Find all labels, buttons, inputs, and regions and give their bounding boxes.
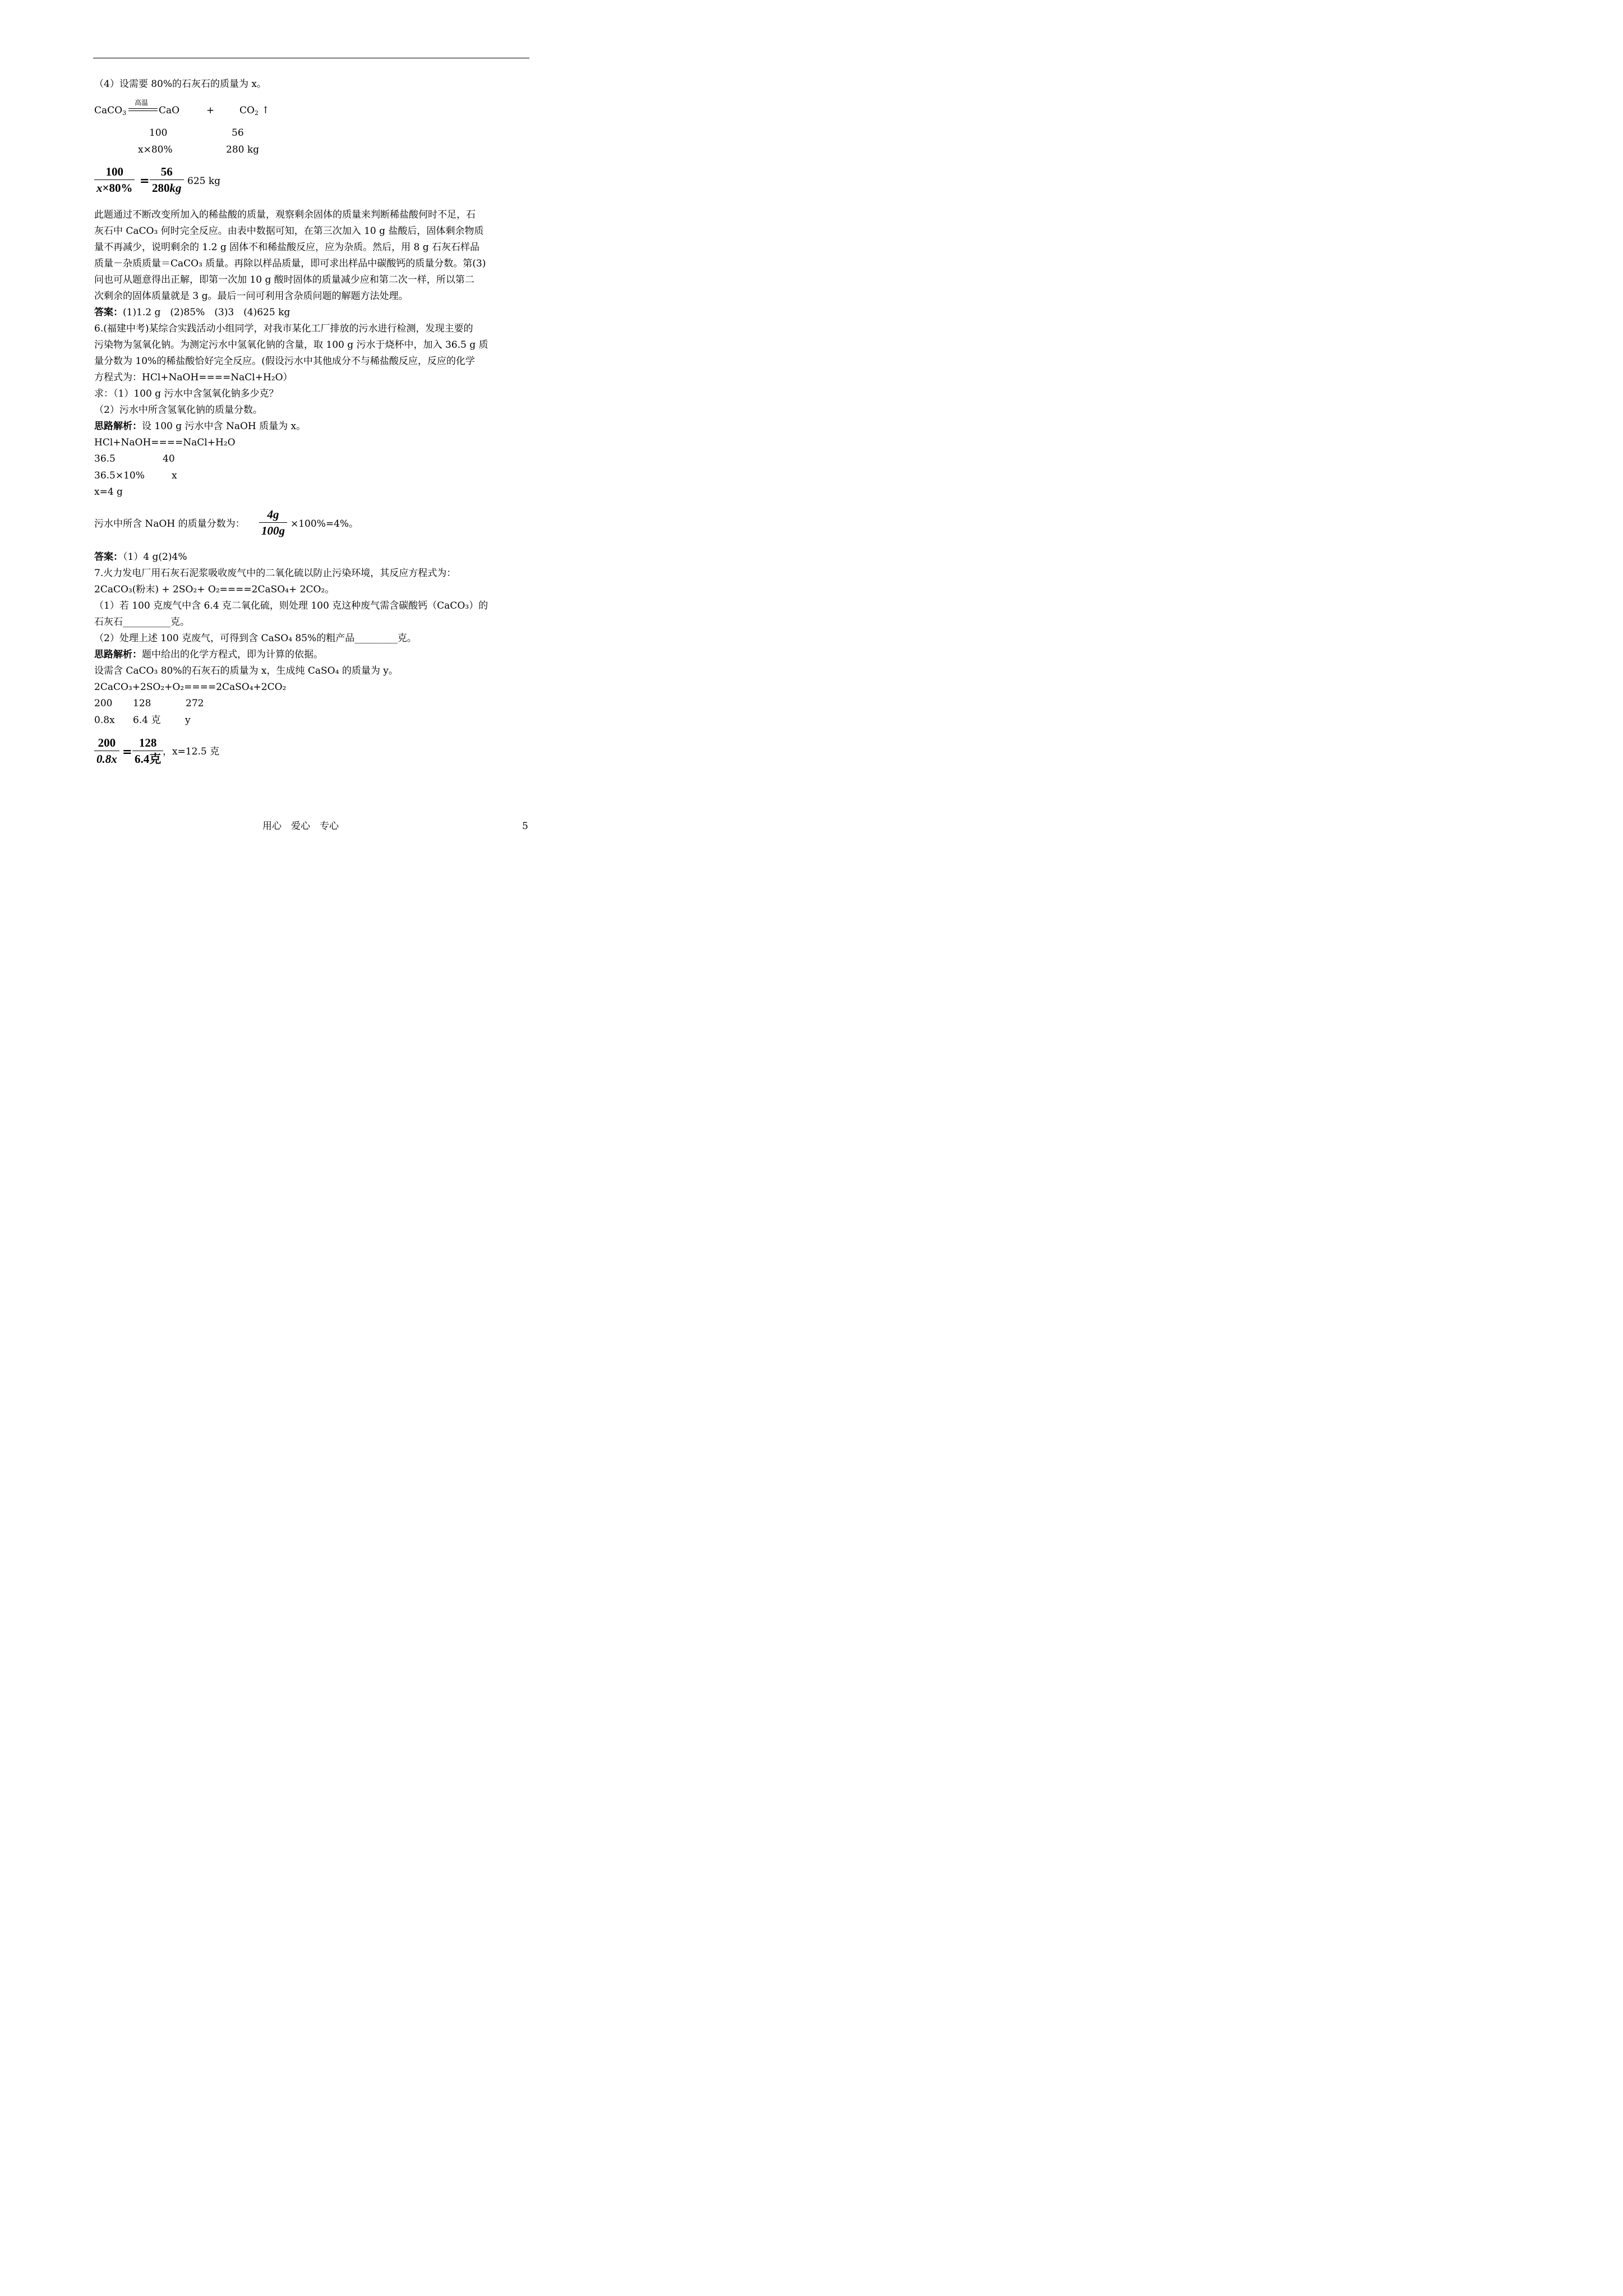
- q7-fraction-result: ，x=12.5 克: [163, 746, 220, 757]
- ratio-row1-b: 56: [232, 127, 244, 139]
- q6-fraction-suffix: ×100%=4%。: [291, 518, 359, 530]
- q7-line: 石灰石__________克。: [94, 616, 190, 628]
- q7-row1-a: 200: [94, 698, 113, 709]
- reaction-condition: 高温: [135, 99, 149, 107]
- ratio-row2-b: 280 kg: [226, 144, 260, 155]
- q7-row1-b: 128: [133, 698, 151, 709]
- q7-row2-c: y: [185, 715, 191, 726]
- fraction-128-over-64: 128 6.4克: [132, 735, 163, 767]
- q6-row2-b: x: [172, 470, 177, 481]
- q7-analysis: 思路解析：题中给出的化学方程式，即为计算的依据。: [94, 649, 323, 660]
- q7-line: （2）处理上述 100 克废气，可得到含 CaSO₄ 85%的粗产品_________克。: [94, 633, 417, 644]
- q6-line: 6.(福建中考)某综合实践活动小组同学，对我市某化工厂排放的污水进行检测，发现主要的: [94, 323, 473, 334]
- q7-line: 2CaCO₃(粉末) + 2SO₂+ O₂====2CaSO₄+ 2CO₂。: [94, 584, 335, 595]
- fraction-result: 625 kg: [187, 176, 221, 187]
- ratio-row1-a: 100: [149, 127, 168, 139]
- q6-line: 量分数为 10%的稀盐酸恰好完全反应。(假设污水中其他成分不与稀盐酸反应，反应的化学: [94, 356, 475, 367]
- q7-row2-a: 0.8x: [94, 715, 115, 726]
- page-number: 5: [522, 821, 528, 832]
- q7-equation: 2CaCO₃+2SO₂+O₂====2CaSO₄+2CO₂: [94, 682, 287, 693]
- expl-line: 问也可从题意得出正解，即第一次加 10 g 酸时固体的质量减少应和第二次一样，所以第二: [94, 274, 474, 286]
- fraction-4g-over-100g: $\frac{4g}{100g}$: [259, 507, 287, 539]
- q6-line: 求：（1）100 g 污水中含氢氧化钠多少克？: [94, 388, 279, 399]
- q6-line: （2）污水中所含氢氧化钠的质量分数。: [94, 404, 262, 416]
- reactant: CaCO: [94, 105, 123, 116]
- expl-line: 次剩余的固体质量就是 3 g。最后一问可利用含杂质问题的解题方法处理。: [94, 291, 408, 302]
- fraction-56-over-280kg: $\frac{56}{280kg}$: [150, 164, 184, 196]
- fraction-100-over-x80: $\frac{100}{x\times 80\%}$: [94, 164, 135, 196]
- product-1: CaO: [159, 105, 180, 116]
- q7-line: 7.火力发电厂用石灰石泥浆吸收废气中的二氧化硫以防止污染环境，其反应方程式为：: [94, 568, 457, 579]
- expl-line: 质量－杂质质量＝CaCO₃ 质量。再除以样品质量，即可求出样品中碳酸钙的质量分数。第(3): [94, 258, 486, 269]
- q6-row2-a: 36.5×10%: [94, 470, 145, 481]
- q6-row1-b: 40: [163, 453, 175, 464]
- expl-line: 量不再减少，说明剩余的 1.2 g 固体不和稀盐酸反应，应为杂质。然后，用 8 g 石灰石样品: [94, 242, 480, 253]
- ratio-row2-a: x×80%: [138, 144, 173, 155]
- q7-row2-b: 6.4 克: [133, 715, 161, 726]
- expl-line: 灰石中 CaCO₃ 何时完全反应。由表中数据可知，在第三次加入 10 g 盐酸后，固体剩余物质: [94, 226, 484, 237]
- double-line-arrow: [128, 108, 158, 111]
- q6-line: 污染物为氢氧化钠。为测定污水中氢氧化钠的含量，取 100 g 污水于烧杯中，加入 36.5 g 质: [94, 339, 488, 351]
- fraction-200-over-08x: $\frac{200}{0.8x}$: [94, 735, 119, 767]
- q6-equation: HCl+NaOH====NaCl+H₂O: [94, 437, 236, 448]
- footer-motto: 用心 爱心 专心: [262, 821, 339, 832]
- q6-line: 方程式为：HCl+NaOH====NaCl+H₂O）: [94, 372, 293, 383]
- equals-sign: =: [140, 173, 150, 187]
- answer-5: 答案：(1)1.2 g (2)85% (3)3 (4)625 kg: [94, 307, 291, 318]
- q7-row1-c: 272: [186, 698, 204, 709]
- gas-arrow-icon: ↑: [261, 105, 270, 116]
- q6-x-result: x=4 g: [94, 486, 123, 498]
- expl-line: 此题通过不断改变所加入的稀盐酸的质量，观察剩余固体的质量来判断稀盐酸何时不足，石: [94, 209, 476, 220]
- answer-6: 答案：（1）4 g(2)4%: [94, 551, 187, 563]
- q6-row1-a: 36.5: [94, 453, 116, 464]
- q7-setup: 设需含 CaCO₃ 80%的石灰石的质量为 x，生成纯 CaSO₄ 的质量为 y。: [94, 665, 398, 677]
- equals-sign: =: [122, 744, 132, 758]
- q6-analysis: 思路解析：设 100 g 污水中含 NaOH 质量为 x。: [94, 421, 306, 432]
- plus-sign: +: [206, 105, 215, 116]
- q6-fraction-prefix: 污水中所含 NaOH 的质量分数为：: [94, 518, 245, 530]
- q7-line: （1）若 100 克废气中含 6.4 克二氧化硫，则处理 100 克这种废气需含碳酸钙（CaCO₃）的: [94, 600, 488, 611]
- q4-intro: （4）设需要 80%的石灰石的质量为 x。: [94, 79, 266, 90]
- product-2: CO: [239, 105, 255, 116]
